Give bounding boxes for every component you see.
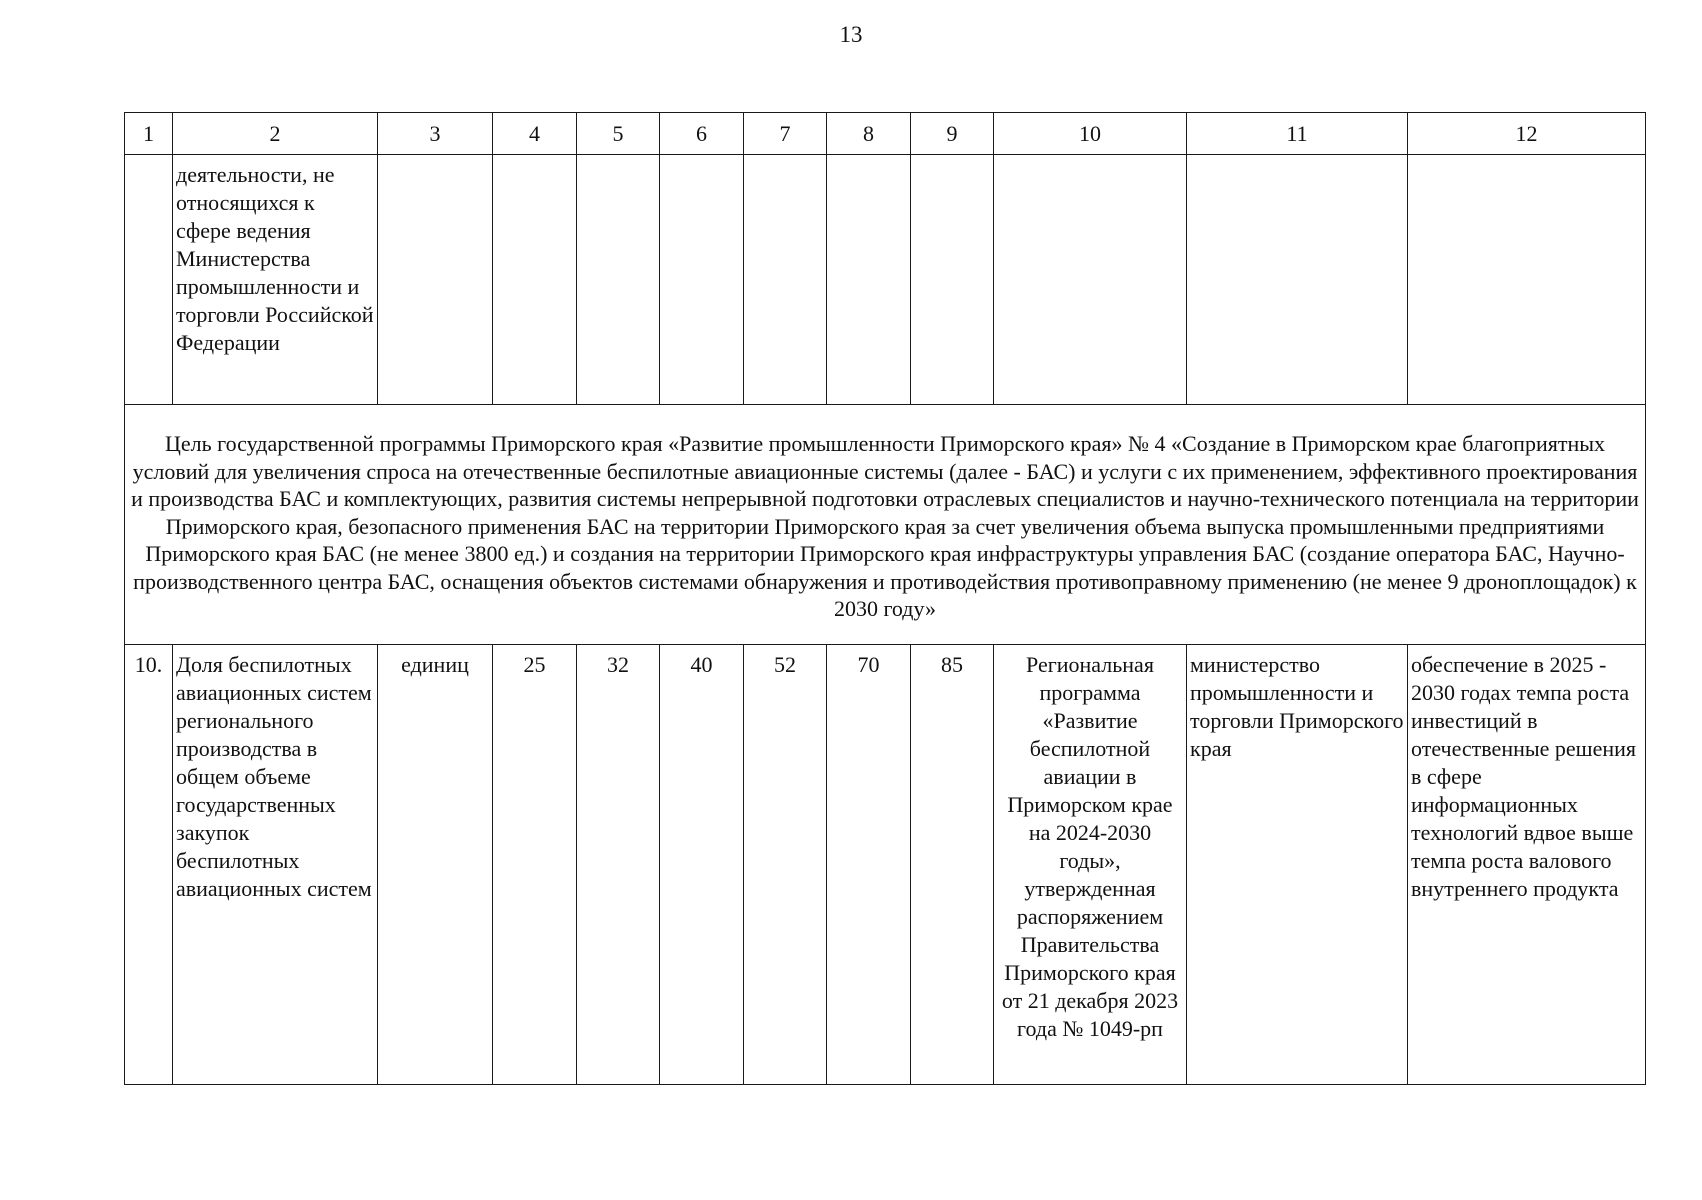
indicator-value: 32: [577, 645, 660, 1085]
continued-indicator-name: деятельности, не относящихся к сфере ведения Министерства промышленности и торговли Российской Федерации: [173, 155, 378, 405]
table-cell: [577, 155, 660, 405]
indicator-responsible: министерство промышленности и торговли Приморского края: [1187, 645, 1408, 1085]
indicator-value: 70: [827, 645, 911, 1085]
column-header: 7: [744, 113, 827, 155]
table-cell: [378, 155, 493, 405]
indicator-program: Региональная программа «Развитие беспилотной авиации в Приморском крае на 2024-2030 годы», утвержденная распоряжением Правительства Приморского края от 21 декабря 2023 года № 1049-рп: [994, 645, 1187, 1085]
column-header: 4: [493, 113, 577, 155]
table-cell: [1187, 155, 1408, 405]
indicator-value: 52: [744, 645, 827, 1085]
column-header: 1: [125, 113, 173, 155]
table-cell: [493, 155, 577, 405]
indicator-unit: единиц: [378, 645, 493, 1085]
indicator-value: 25: [493, 645, 577, 1085]
column-header: 2: [173, 113, 378, 155]
column-header: 6: [660, 113, 744, 155]
column-header: 10: [994, 113, 1187, 155]
continued-row: [125, 155, 1646, 405]
table-cell: [1408, 155, 1646, 405]
indicator-number: 10.: [125, 645, 173, 1085]
indicator-name: Доля беспилотных авиационных систем регионального производства в общем объеме государственных закупок беспилотных авиационных систем: [173, 645, 378, 1085]
indicator-value: 40: [660, 645, 744, 1085]
column-header: 11: [1187, 113, 1408, 155]
indicators-table: [124, 112, 1646, 1085]
indicator-link: обеспечение в 2025 - 2030 годах темпа роста инвестиций в отечественные решения в сфере информационных технологий вдвое выше темпа роста валового внутреннего продукта: [1408, 645, 1646, 1085]
table-cell: [911, 155, 994, 405]
goal-row: [125, 405, 1646, 645]
table-cell: [827, 155, 911, 405]
column-number-row: [125, 113, 1646, 155]
table-cell: [125, 155, 173, 405]
table-cell: [994, 155, 1187, 405]
column-header: 8: [827, 113, 911, 155]
table-cell: [744, 155, 827, 405]
page-number: 13: [839, 22, 863, 47]
column-header: 9: [911, 113, 994, 155]
column-header: 3: [378, 113, 493, 155]
column-header: 5: [577, 113, 660, 155]
indicator-row: [125, 645, 1646, 1085]
column-header: 12: [1408, 113, 1646, 155]
program-goal-text: Цель государственной программы Приморского края «Развитие промышленности Приморского края» № 4 «Создание в Приморском крае благоприятных условий для увеличения спроса на отечественные беспилотные авиационные системы (далее - БАС) и услуги с их применением, эффективного проектирования и производства БАС и комплектующих, развития системы непрерывной подготовки отраслевых специалистов и научно-технического потенциала на территории Приморского края, безопасного применения БАС на территории Приморского края за счет увеличения объема выпуска промышленными предприятиями Приморского края БАС (не менее 3800 ед.) и создания на территории Приморского края инфраструктуры управления БАС (создание оператора БАС, Научно-производственного центра БАС, оснащения объектов системами обнаружения и противодействия противоправному применению (не менее 9 дроноплощадок) к 2030 году»: [125, 405, 1646, 645]
table-cell: [660, 155, 744, 405]
indicator-value: 85: [911, 645, 994, 1085]
